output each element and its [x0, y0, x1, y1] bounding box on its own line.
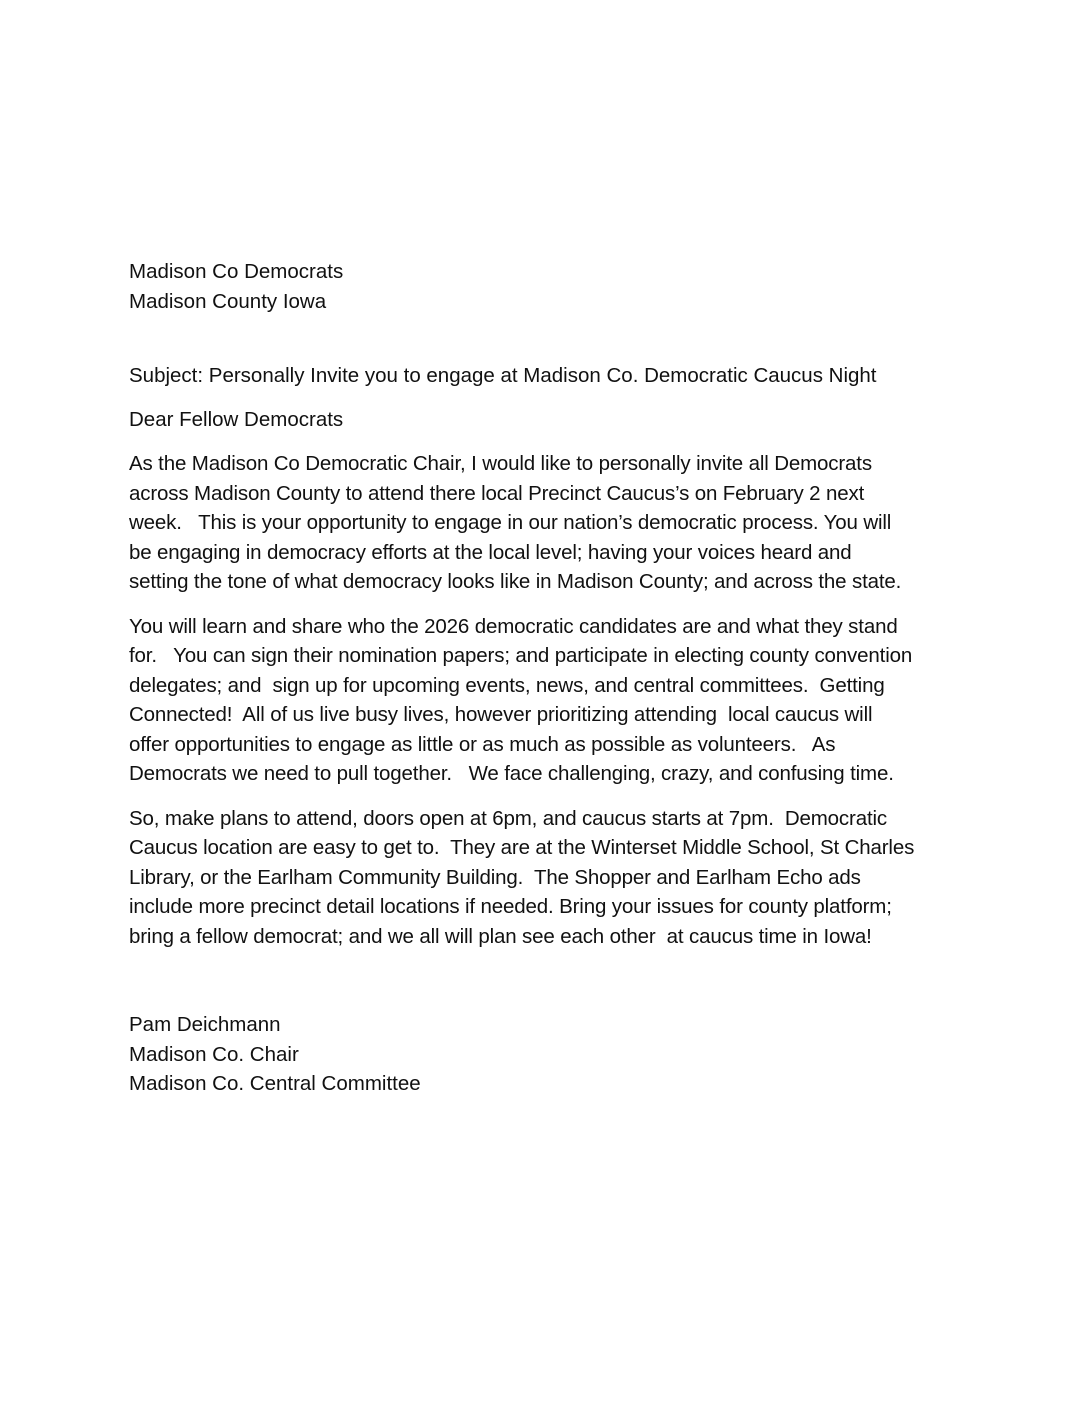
subject-line: Subject: Personally Invite you to engage at Madison Co. Democratic Caucus Night — [129, 364, 877, 387]
paragraph-line: bring a fellow democrat; and we all will plan see each other at caucus time in Iowa! — [129, 925, 872, 948]
sender-location: Madison County Iowa — [129, 290, 327, 313]
paragraph-line: Library, or the Earlham Community Building. The Shopper and Earlham Echo ads — [129, 866, 861, 889]
paragraph-line: delegates; and sign up for upcoming events, news, and central committees. Getting — [129, 674, 885, 697]
paragraph-line: offer opportunities to engage as little or as much as possible as volunteers. As — [129, 733, 836, 756]
paragraph-line: for. You can sign their nomination papers; and participate in electing county convention — [129, 644, 913, 667]
signature-committee: Madison Co. Central Committee — [129, 1072, 421, 1095]
sender-org: Madison Co Democrats — [129, 260, 344, 283]
paragraph-line: include more precinct detail locations if needed. Bring your issues for county platform; — [129, 895, 892, 918]
paragraph-line: Connected! All of us live busy lives, however prioritizing attending local caucus will — [129, 703, 873, 726]
paragraph-line: setting the tone of what democracy looks like in Madison County; and across the state. — [129, 570, 902, 593]
paragraph-line: across Madison County to attend there local Precinct Caucus’s on February 2 next — [129, 482, 865, 505]
paragraph-line: So, make plans to attend, doors open at 6pm, and caucus starts at 7pm. Democratic — [129, 807, 887, 830]
signature-name: Pam Deichmann — [129, 1013, 281, 1036]
paragraph-line: be engaging in democracy efforts at the local level; having your voices heard and — [129, 541, 852, 564]
paragraph-line: Caucus location are easy to get to. They are at the Winterset Middle School, St Charles — [129, 836, 915, 859]
paragraph-line: As the Madison Co Democratic Chair, I would like to personally invite all Democrats — [129, 452, 872, 475]
paragraph-line: Democrats we need to pull together. We face challenging, crazy, and confusing time. — [129, 762, 894, 785]
paragraph-line: week. This is your opportunity to engage in our nation’s democratic process. You will — [129, 511, 892, 534]
signature-title: Madison Co. Chair — [129, 1043, 299, 1066]
paragraph-line: You will learn and share who the 2026 democratic candidates are and what they stand — [129, 615, 898, 638]
salutation: Dear Fellow Democrats — [129, 408, 344, 431]
